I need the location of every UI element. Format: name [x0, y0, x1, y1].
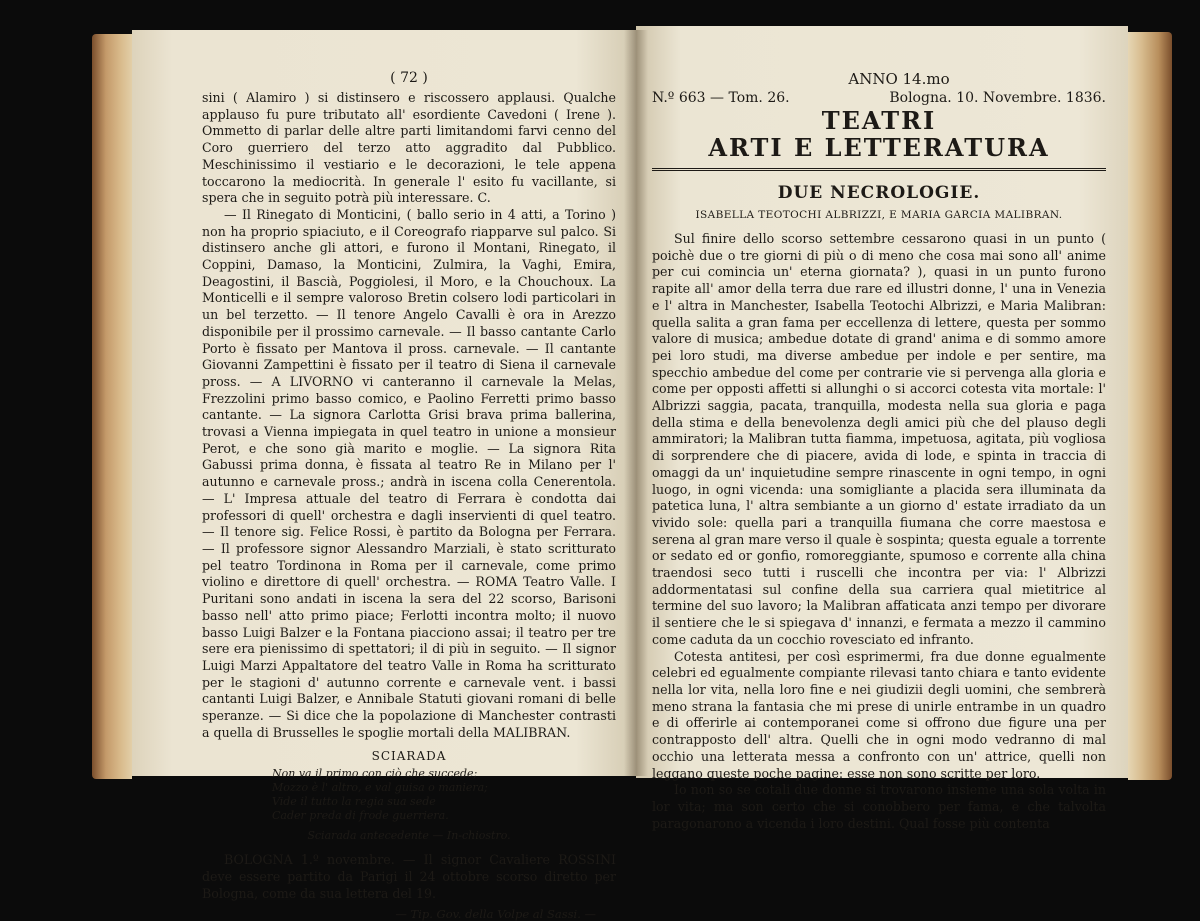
poem-line: Vide il tutto la regia sua sede: [272, 795, 436, 809]
page-number: ( 72 ): [390, 70, 428, 86]
volume-year: ANNO 14.mo: [848, 70, 950, 88]
masthead-row: [652, 90, 1106, 106]
open-book: [92, 24, 1172, 921]
bologna-note: BOLOGNA 1.º novembre. — Il signor Cavaliere ROSSINI deve essere partito da Parigi il 24 ottobre scorso diretto per Bologna, come da sua lettera del 19.: [202, 852, 616, 901]
right-page: [636, 26, 1128, 831]
sciarada-title: SCIARADA: [371, 749, 447, 764]
masthead-rule: [652, 168, 1106, 171]
poem-line: Non va il primo con ciò che succede;: [272, 767, 478, 781]
right-page-edges: [1128, 32, 1172, 780]
paragraph: — Il Rinegato di Monticini, ( ballo serio in 4 atti, a Torino ) non ha proprio spiaciuto, e il Coreografo riapparve sul palco. Si distinsero anche gli attori, e furono il Montani, Rinegato, il Coppini, Damaso, la Monticini, Zulmira, la Vaghi, Emira, Deagostini, il Bascià, Poggiolesi, il Moro, e la Chouchoux. La Monticelli e il sempre valoroso Bretin colsero lodi particolari in un bel terzetto. — Il tenore Angelo Cavalli è ora in Arezzo disponibile per il prossimo carnevale. — Il basso cantante Carlo Porto è fissato per Mantova il pross. carnevale. — Il cantante Giovanni Zampettini è fissato per il teatro di Siena il carnevale pross. — A LIVORNO vi canteranno il carnevale la Melas, Frezzolini primo basso comico, e Paolino Ferretti primo basso cantante. — La signora Carlotta Grisi brava prima ballerina, trovasi a Vienna impiegata in quel teatro in unione a monsieur Perot, e che sono già marito e moglie. — La signora Rita Gabussi prima donna, è fissata al teatro Re in Milano per l' autunno e carnevale pross.; andrà in iscena colla Cenerentola. — L' Impresa attuale del teatro di Ferrara è condotta dai professori di quell' orchestra e dagli inservienti di quel teatro. — Il tenore sig. Felice Rossi, è partito da Bologna per Ferrara. — Il professore signor Alessandro Marziali, è stato scritturato pel teatro Tordinona in Roma per il carnevale, come primo violino e direttore di quell' orchestra. — ROMA Teatro Valle. I Puritani sono andati in iscena la sera del 22 scorso, Barisoni basso nell' atto primo piace; Ferlotti incontra molto; il nuovo basso Luigi Balzer e la Fontana piacciono assai; il teatro per tre sere era pienissimo di spettatori; il di più in seguito. — Il signor Luigi Marzi Appaltatore del teatro Valle in Roma ha scritturato per le stagioni d' autunno corrente e carnevale vent. i bassi cantanti Luigi Balzer, e Annibale Statuti giovani romani di belle speranze. — Si dice che la popolazione di Manchester contrasti a quella di Brusselles le spoglie mortali della MALIBRAN.: [202, 206, 616, 740]
left-page-edges: [92, 34, 132, 779]
issue-number: N.º 663 — Tom. 26.: [652, 90, 790, 106]
left-page: [132, 30, 636, 921]
section-title: DUE NECROLOGIE.: [777, 183, 981, 203]
sciarada-antecedente: Sciarada antecedente — In-chiostro.: [307, 829, 511, 843]
paragraph: Sul finire dello scorso settembre cessarono quasi in un punto ( poichè due o tre giorni di più o di meno che cosa mai sono all' anime per cui comincia un' eterna giornata? ), quasi in un punto furono rapite all' amor della terra due rare ed illustri donne, l' una in Venezia e l' altra in Manchester, Isabella Teotochi Albrizzi, e Maria Malibran: quella salita a gran fama per eccellenza di lettere, questa per sommo valore di musica; ambedue dotate di grand' anima e di sommo amore pei loro studi, ma diverse ambedue per indole e per sentire, ma specchio ambedue del come per contrarie vie si pervenga alla gloria e come per opposti affetti si allunghi o si accorci cotesta vita mortale: l' Albrizzi saggia, pacata, tranquilla, modesta nella sua gloria e paga della stima e della benevolenza degli amici più che del plauso degli ammiratori; la Malibran tutta fiamma, impetuosa, agitata, più vogliosa di sorprendere che di piacere, avida di lode, e spinta in traccia di omaggi da un' inquietudine sempre rinascente in ogni tempo, in ogni luogo, in ogni vicenda: una somigliante a placida sera illuminata da patetica luna, l' altra sembiante a un giorno d' estate irradiato da un vivido sole: quella pari a tranquilla fiumana che corre maestosa e serena al gran mare verso il quale è sospinta; questa eguale a torrente or sedato ed or gonfio, romoreggiante, spumoso e corrente alla china traendosi seco tutti i ruscelli che incontra per via: l' Albrizzi addormentatasi sul confine della sua carriera qual mietitrice al termine del suo lavoro; la Malibran affaticata anzi tempo per divorare il sentiere che le si spiegava d' innanzi, e fermata a mezzo il cammino come caduta da un cocchio rovesciato ed infranto.: [652, 231, 1106, 647]
printer-imprint: — Tip. Gov. della Volpe al Sassi. —: [395, 906, 596, 921]
masthead-title-line2: ARTI E LETTERATURA: [708, 133, 1050, 162]
dateline: Bologna. 10. Novembre. 1836.: [889, 90, 1106, 106]
right-body-text: [652, 231, 1106, 832]
paragraph: Cotesta antitesi, per così esprimermi, fra due donne egualmente celebri ed egualmente compiante rilevasi tanto chiara e tanto evidente nella lor vita, nella loro fine e nei giudizii degli uomini, che sembrerà meno strana la fantasia che mi prese di unirle entrambe in un quadro e di offerirle ai contemporanei come si offrono due figure una per contrapposto dell' altra. Quelli che in ogni modo vedranno di mal occhio una letterata messa a confronto con un' attrice, quelli non leggano queste poche pagine: esse non sono scritte per loro.: [652, 648, 1106, 781]
paragraph: Io non so se cotali due donne si trovarono insieme una sola volta in lor vita; ma son certo che si conobbero per fama, e che talvolta paragonarono a vicenda i loro destini. Qual fosse più contenta: [652, 782, 1106, 831]
poem-line: Mozzo è l' altro, e val guisa o maniera;: [272, 781, 488, 795]
poem-line: Cader preda di frode guerriera.: [272, 809, 449, 823]
article-subhead: ISABELLA TEOTOCHI ALBRIZZI, E MARIA GARCIA MALIBRAN.: [695, 209, 1063, 221]
masthead-title-line1: TEATRI: [821, 106, 937, 135]
left-body-text: [202, 90, 616, 741]
paragraph: sini ( Alamiro ) si distinsero e riscossero applausi. Qualche applauso fu pure tributato all' esordiente Cavedoni ( Irene ). Ommetto di parlar delle altre parti limitandomi farvi cenno del Coro guerriero del terzo atto aggradito dal Pubblico. Meschinissimo il vestiario e le decorazioni, le tele appena toccarono la mediocrità. In generale l' esito fu vacillante, si spera che in seguito potrà più interessare. C.: [202, 90, 616, 206]
sciarada-poem: [202, 767, 616, 823]
